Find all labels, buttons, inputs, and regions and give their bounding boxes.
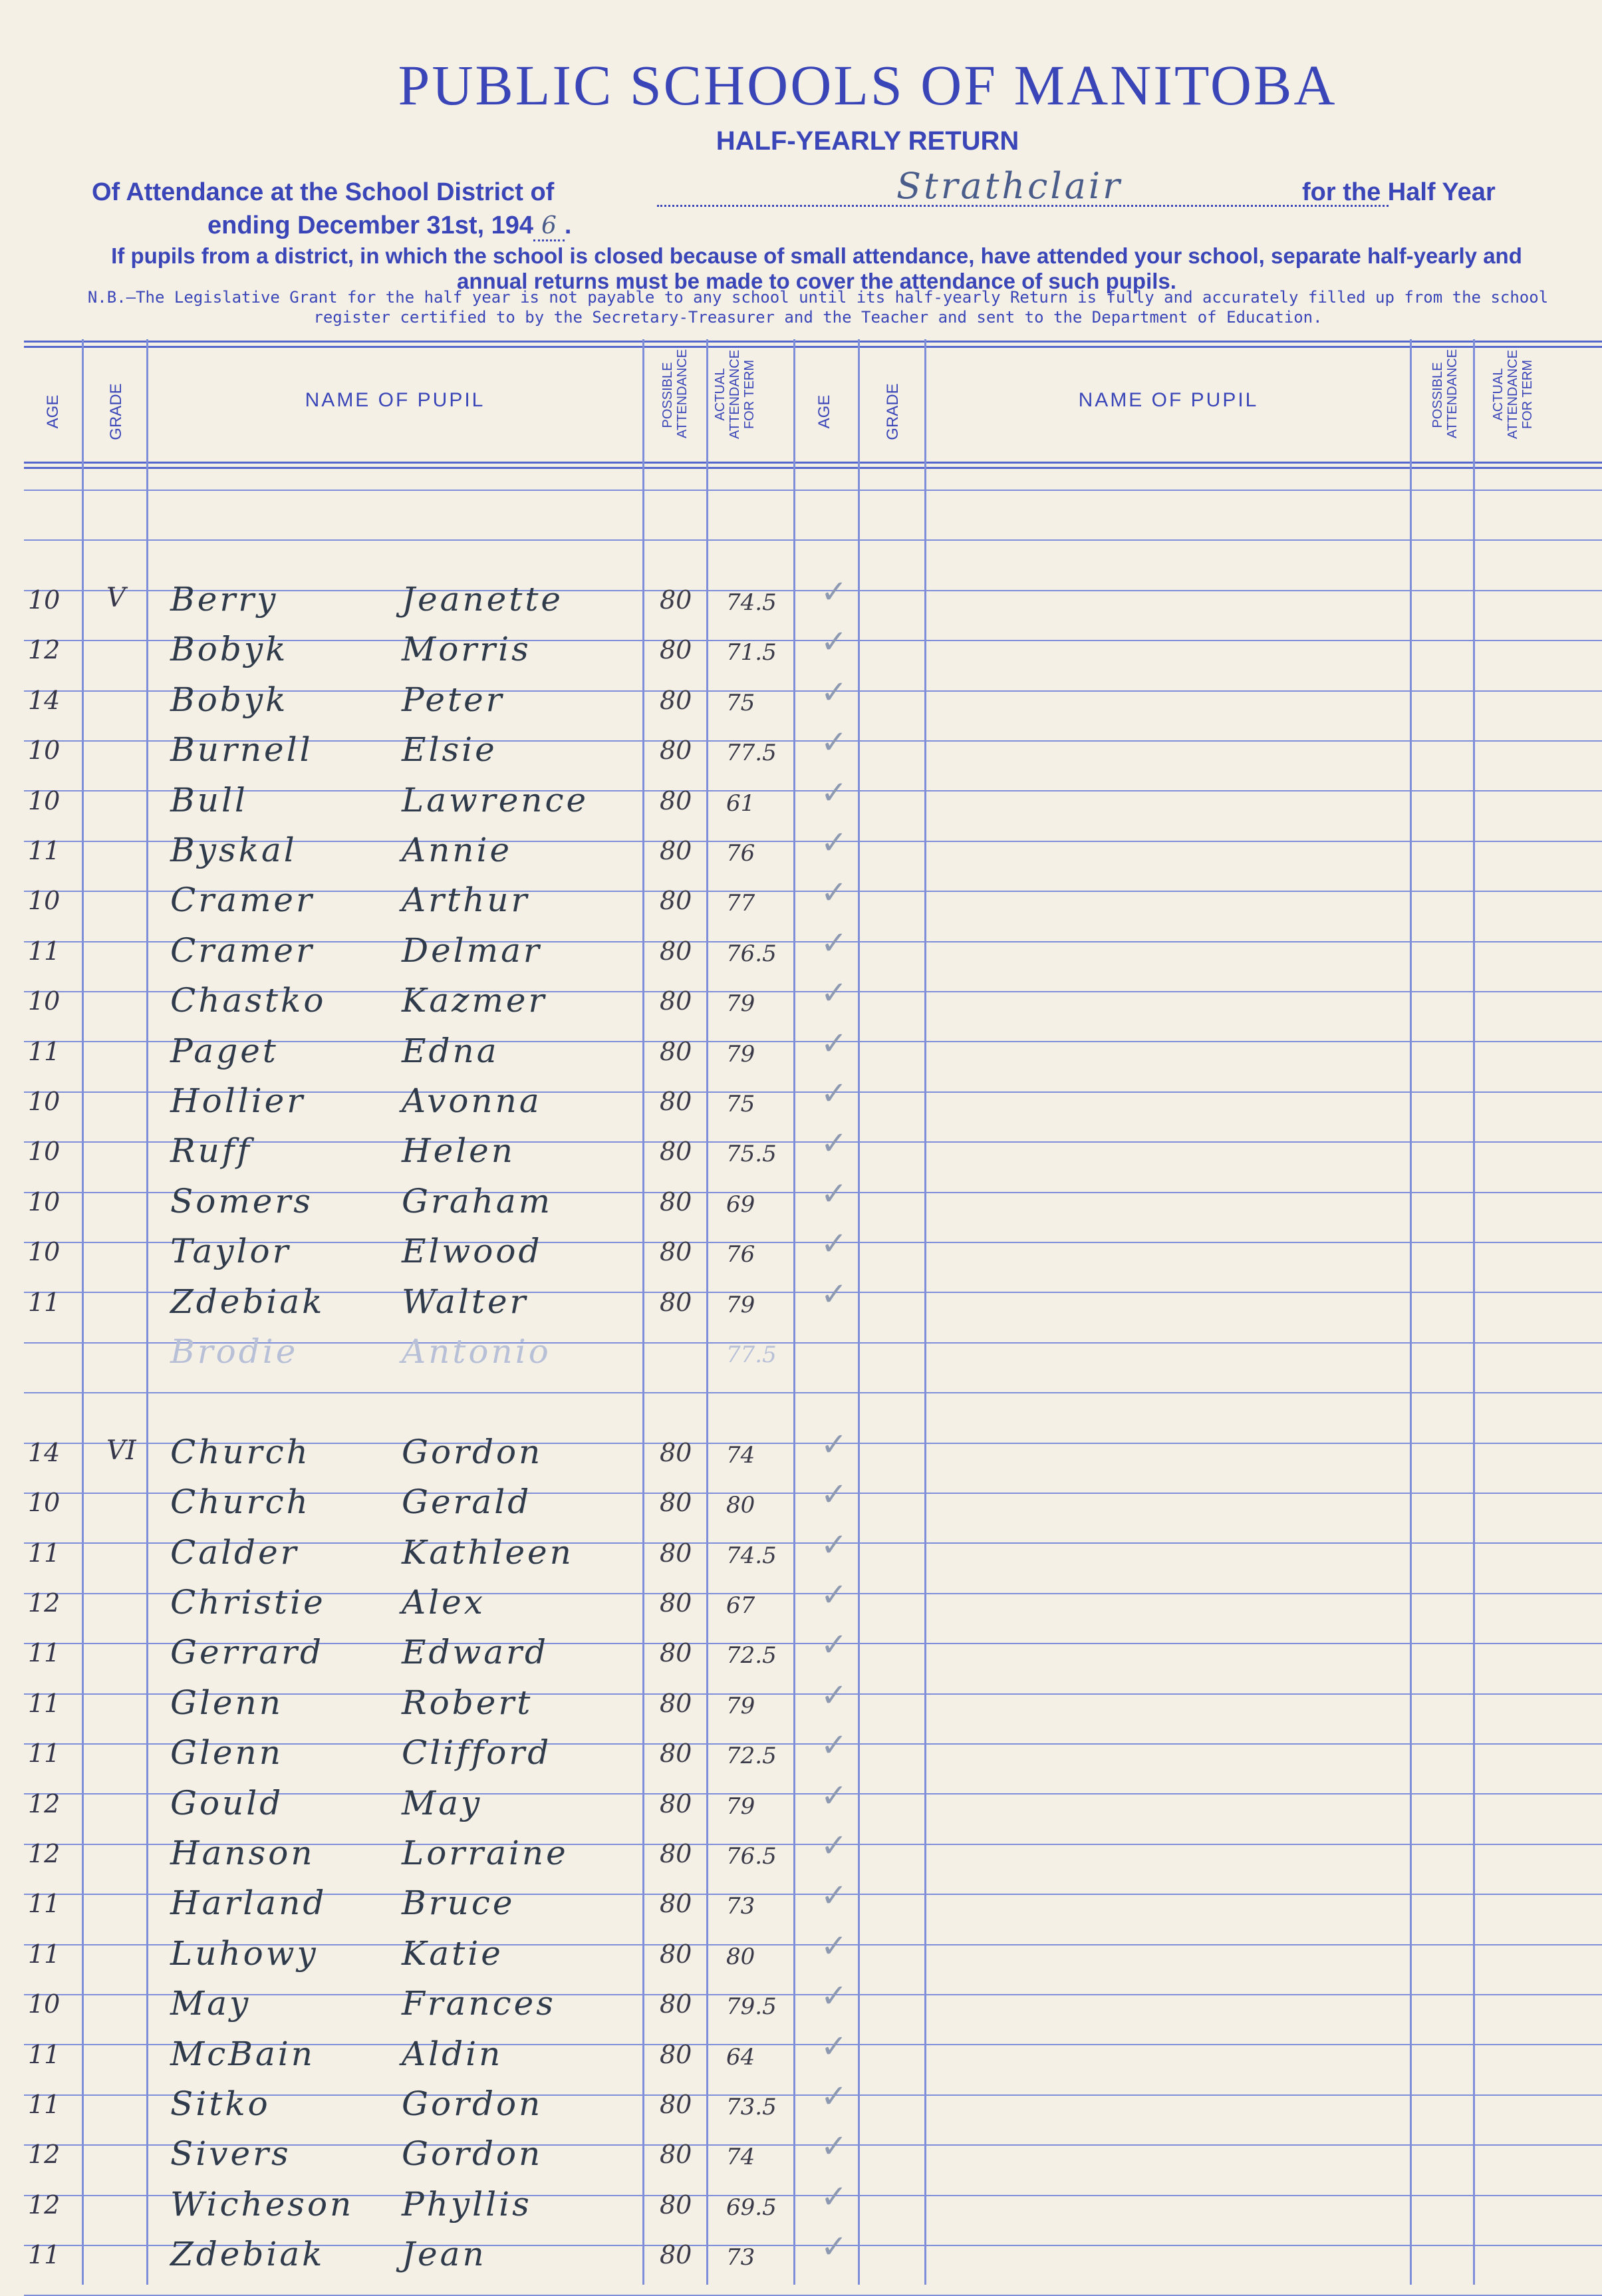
district-line-lead: Of Attendance at the School District of [92, 178, 555, 206]
pupil-given-name: Edward [402, 1633, 549, 1671]
pupil-actual-attendance: 76.5 [726, 940, 777, 967]
ending-line: ending December 31st, 194 6 . [207, 212, 571, 240]
pupil-age: 11 [28, 1689, 61, 1718]
check-mark: ✓ [821, 1526, 848, 1564]
check-mark: ✓ [821, 1476, 848, 1513]
pupil-surname: Zdebiak [170, 2235, 325, 2273]
row-rule [24, 490, 1602, 491]
pupil-given-name: Kazmer [402, 981, 547, 1020]
pupil-given-name: Robert [402, 1683, 533, 1722]
form-title: PUBLIC SCHOOLS OF MANITOBA [398, 53, 1337, 117]
pupil-given-name: Phyllis [402, 2185, 532, 2224]
check-mark: ✓ [821, 1426, 848, 1463]
check-mark: ✓ [821, 674, 848, 711]
column-rule [82, 339, 84, 2285]
ending-year-digit: 6 [533, 212, 565, 241]
pupil-surname: Gerrard [170, 1633, 325, 1671]
pupil-actual-attendance: 72.5 [726, 1743, 777, 1769]
check-mark: ✓ [821, 774, 848, 811]
check-mark: ✓ [821, 1025, 848, 1062]
pupil-actual-attendance: 69.5 [726, 2194, 777, 2221]
pupil-possible-attendance: 80 [660, 1087, 692, 1116]
pupil-possible-attendance: 80 [660, 1237, 692, 1266]
pupil-actual-attendance: 79 [726, 1793, 755, 1820]
pupil-age: 12 [28, 2140, 61, 2169]
pupil-given-name: Frances [402, 1984, 556, 2023]
pupil-given-name: Alex [402, 1583, 485, 1622]
column-rule [924, 339, 926, 2285]
pupil-given-name: Morris [402, 630, 531, 668]
header-bottom-rule [24, 462, 1602, 464]
pupil-possible-attendance: 80 [660, 986, 692, 1016]
pupil-actual-attendance: 76 [726, 1241, 755, 1268]
pupil-surname: Church [170, 1433, 311, 1471]
pupil-actual-attendance: 74 [726, 1442, 755, 1469]
row-rule [24, 790, 1602, 791]
pupil-given-name: Bruce [402, 1884, 515, 1922]
pupil-possible-attendance: 80 [660, 635, 692, 664]
col-age-header: AGE [44, 394, 62, 429]
pupil-actual-attendance: 77.5 [726, 740, 777, 766]
pupil-surname: Hollier [170, 1081, 306, 1120]
pupil-actual-attendance: 79 [726, 1292, 755, 1318]
pupil-grade: VI [106, 1435, 136, 1466]
check-mark: ✓ [821, 623, 848, 660]
pupil-age: 14 [28, 1438, 61, 1467]
pupil-age: 10 [28, 1087, 61, 1116]
pupil-surname: Bull [170, 781, 248, 819]
pupil-grade: V [106, 583, 126, 613]
pupil-possible-attendance: 80 [660, 1739, 692, 1768]
pupil-given-name: Annie [402, 831, 513, 869]
check-mark: ✓ [821, 2078, 848, 2115]
check-mark: ✓ [821, 1777, 848, 1814]
check-mark: ✓ [821, 1075, 848, 1112]
pupil-age: 11 [28, 936, 61, 966]
pupil-surname: May [170, 1984, 251, 2023]
pupil-actual-attendance: 72.5 [726, 1642, 777, 1669]
check-mark: ✓ [821, 1576, 848, 1614]
pupil-surname: Byskal [170, 831, 297, 869]
pupil-age: 11 [28, 1638, 61, 1667]
pupil-possible-attendance: 80 [660, 1689, 692, 1718]
col-possible-header: POSSIBLE ATTENDANCE [660, 349, 690, 438]
pupil-age: 14 [28, 686, 61, 715]
pupil-surname: Luhowy [170, 1934, 319, 1973]
pupil-surname: Taylor [170, 1232, 291, 1270]
pupil-age: 10 [28, 1237, 61, 1266]
col-age-header-right: AGE [815, 394, 833, 429]
pupil-age: 11 [28, 1037, 61, 1066]
col-actual-header: ACTUAL ATTENDANCE FOR TERM [713, 349, 757, 440]
pupil-possible-attendance: 80 [660, 1989, 692, 2019]
col-name-header-right: NAME OF PUPIL [1078, 389, 1259, 411]
pupil-given-name: Gerald [402, 1483, 532, 1521]
pupil-possible-attendance: 80 [660, 886, 692, 915]
pupil-age: 11 [28, 1739, 61, 1768]
district-line-tail: for the Half Year [1302, 178, 1496, 206]
pupil-possible-attendance: 80 [660, 786, 692, 815]
pupil-surname: Ruff [170, 1131, 252, 1170]
pupil-possible-attendance: 80 [660, 1288, 692, 1317]
check-mark: ✓ [821, 1977, 848, 2015]
check-mark: ✓ [821, 1175, 848, 1213]
pupil-possible-attendance: 80 [660, 686, 692, 715]
check-mark: ✓ [821, 1125, 848, 1162]
pupil-actual-attendance: 75.5 [726, 1141, 777, 1167]
pupil-actual-attendance: 67 [726, 1592, 755, 1619]
pupil-age: 12 [28, 1839, 61, 1868]
table-top-rule [24, 341, 1602, 343]
pupil-surname: Burnell [170, 730, 313, 769]
check-mark: ✓ [821, 824, 848, 861]
pupil-possible-attendance: 80 [660, 1939, 692, 1969]
col-possible-header-right: POSSIBLE ATTENDANCE [1430, 349, 1460, 438]
pupil-age: 11 [28, 836, 61, 865]
nb-text: N.B.—The Legislative Grant for the half year is not payable to any school until its half-yearly Return is fully and accurately filled up from the school register certified to by the Secretary-Treasurer and the Teacher and sent to the Department of Education. [87, 288, 1549, 327]
pupil-age: 10 [28, 1187, 61, 1217]
pupil-age: 12 [28, 1588, 61, 1618]
pupil-possible-attendance: 80 [660, 2040, 692, 2069]
check-mark: ✓ [821, 1626, 848, 1663]
pupil-age: 11 [28, 2240, 61, 2269]
pupil-surname: Chastko [170, 981, 327, 1020]
pupil-actual-attendance: 69 [726, 1191, 755, 1218]
pupil-surname: Gould [170, 1784, 284, 1822]
check-mark: ✓ [821, 874, 848, 911]
pupil-actual-attendance: 74.5 [726, 589, 777, 616]
pupil-possible-attendance: 80 [660, 1789, 692, 1818]
pupil-actual-attendance: 61 [726, 790, 755, 817]
pupil-surname: McBain [170, 2035, 315, 2073]
pupil-actual-attendance: 77.5 [726, 1342, 777, 1368]
pupil-surname: Sivers [170, 2134, 291, 2173]
col-name-header: NAME OF PUPIL [305, 389, 485, 411]
pupil-possible-attendance: 80 [660, 1839, 692, 1868]
pupil-given-name: Jeanette [402, 580, 564, 619]
pupil-actual-attendance: 75 [726, 690, 755, 716]
pupil-surname: Church [170, 1483, 311, 1521]
check-mark: ✓ [821, 1276, 848, 1313]
pupil-surname: Bobyk [170, 630, 289, 668]
pupil-surname: Brodie [170, 1332, 299, 1371]
pupil-possible-attendance: 80 [660, 1438, 692, 1467]
check-mark: ✓ [821, 925, 848, 962]
pupil-given-name: Aldin [402, 2035, 503, 2073]
pupil-surname: Wicheson [170, 2185, 354, 2224]
pupil-actual-attendance: 79.5 [726, 1993, 777, 2020]
ending-label: ending December 31st, 194 [207, 212, 533, 239]
pupil-age: 10 [28, 1137, 61, 1166]
pupil-actual-attendance: 71.5 [726, 639, 777, 666]
pupil-actual-attendance: 74.5 [726, 1542, 777, 1569]
pupil-possible-attendance: 80 [660, 1588, 692, 1618]
pupil-surname: Cramer [170, 881, 315, 919]
pupil-possible-attendance: 80 [660, 1037, 692, 1066]
pupil-age: 10 [28, 786, 61, 815]
pupil-given-name: Graham [402, 1182, 553, 1220]
row-rule [24, 539, 1602, 541]
pupil-surname: Paget [170, 1032, 279, 1070]
pupil-surname: Harland [170, 1884, 327, 1922]
pupil-possible-attendance: 80 [660, 1538, 692, 1568]
pupil-given-name: Jean [402, 2235, 487, 2273]
pupil-given-name: Edna [402, 1032, 499, 1070]
check-mark: ✓ [821, 724, 848, 761]
pupil-actual-attendance: 76 [726, 840, 755, 867]
pupil-actual-attendance: 74 [726, 2144, 755, 2170]
pupil-age: 12 [28, 1789, 61, 1818]
pupil-actual-attendance: 73 [726, 2244, 755, 2271]
pupil-possible-attendance: 80 [660, 1137, 692, 1166]
check-mark: ✓ [821, 1225, 848, 1262]
pupil-given-name: Katie [402, 1934, 503, 1973]
district-line [92, 165, 1548, 214]
check-mark: ✓ [821, 2128, 848, 2165]
pupil-given-name: Elsie [402, 730, 497, 769]
pupil-given-name: Kathleen [402, 1533, 574, 1572]
column-rule [1410, 339, 1412, 2285]
pupil-age: 10 [28, 1488, 61, 1517]
pupil-actual-attendance: 77 [726, 890, 755, 917]
col-grade-header: GRADE [107, 383, 125, 440]
col-actual-header-right: ACTUAL ATTENDANCE FOR TERM [1491, 349, 1535, 440]
header-bottom-rule-2 [24, 467, 1602, 469]
check-mark: ✓ [821, 573, 848, 611]
pupil-given-name: Elwood [402, 1232, 543, 1270]
pupil-actual-attendance: 73 [726, 1893, 755, 1920]
notice-text: If pupils from a district, in which the school is closed because of small attendance, have attended your school, separate half-yearly and annual returns must be made to cover the attendance of such pupils. [111, 243, 1522, 293]
pupil-age: 11 [28, 1538, 61, 1568]
column-rule [793, 339, 795, 2285]
check-mark: ✓ [821, 1727, 848, 1764]
pupil-age: 12 [28, 2190, 61, 2220]
pupil-possible-attendance: 80 [660, 2240, 692, 2269]
column-rule [642, 339, 644, 2285]
pupil-possible-attendance: 80 [660, 2090, 692, 2119]
pupil-given-name: Arthur [402, 881, 530, 919]
column-rule [146, 339, 148, 2285]
pupil-given-name: May [402, 1784, 483, 1822]
col-grade-header-right: GRADE [884, 383, 902, 440]
column-rule [706, 339, 708, 2285]
pupil-possible-attendance: 80 [660, 1638, 692, 1667]
pupil-surname: Cramer [170, 931, 315, 970]
district-name: Strathclair [896, 165, 1123, 207]
pupil-surname: Zdebiak [170, 1282, 325, 1321]
pupil-possible-attendance: 80 [660, 936, 692, 966]
row-rule [24, 1392, 1602, 1393]
column-rule [1473, 339, 1475, 2285]
pupil-possible-attendance: 80 [660, 1889, 692, 1918]
pupil-age: 10 [28, 986, 61, 1016]
pupil-surname: Glenn [170, 1683, 283, 1722]
pupil-surname: Bobyk [170, 680, 289, 719]
column-rule [858, 339, 860, 2285]
pupil-age: 11 [28, 1939, 61, 1969]
check-mark: ✓ [821, 1877, 848, 1914]
form-subtitle: HALF-YEARLY RETURN [716, 126, 1019, 156]
pupil-actual-attendance: 79 [726, 990, 755, 1017]
check-mark: ✓ [821, 2028, 848, 2065]
pupil-actual-attendance: 64 [726, 2044, 755, 2071]
pupil-actual-attendance: 76.5 [726, 1843, 777, 1870]
pupil-actual-attendance: 75 [726, 1091, 755, 1117]
pupil-surname: Christie [170, 1583, 326, 1622]
check-mark: ✓ [821, 974, 848, 1012]
pupil-surname: Calder [170, 1533, 299, 1572]
row-rule [24, 1141, 1602, 1143]
pupil-age: 12 [28, 635, 61, 664]
pupil-surname: Somers [170, 1182, 313, 1220]
pupil-age: 11 [28, 2040, 61, 2069]
pupil-possible-attendance: 80 [660, 2190, 692, 2220]
pupil-surname: Sitko [170, 2084, 271, 2123]
pupil-given-name: Gordon [402, 2084, 543, 2123]
pupil-given-name: Gordon [402, 1433, 543, 1471]
check-mark: ✓ [821, 1928, 848, 1965]
pupil-actual-attendance: 80 [726, 1943, 755, 1970]
pupil-given-name: Lorraine [402, 1834, 569, 1872]
pupil-possible-attendance: 80 [660, 736, 692, 765]
pupil-given-name: Antonio [402, 1332, 551, 1371]
check-mark: ✓ [821, 2178, 848, 2216]
check-mark: ✓ [821, 1677, 848, 1714]
pupil-surname: Glenn [170, 1733, 283, 1772]
pupil-age: 10 [28, 1989, 61, 2019]
pupil-actual-attendance: 79 [726, 1041, 755, 1068]
pupil-age: 11 [28, 2090, 61, 2119]
pupil-possible-attendance: 80 [660, 1488, 692, 1517]
pupil-age: 10 [28, 585, 61, 615]
pupil-given-name: Gordon [402, 2134, 543, 2173]
pupil-possible-attendance: 80 [660, 1187, 692, 1217]
pupil-given-name: Clifford [402, 1733, 552, 1772]
pupil-possible-attendance: 80 [660, 585, 692, 615]
check-mark: ✓ [821, 2228, 848, 2265]
row-rule [24, 1994, 1602, 1995]
pupil-actual-attendance: 79 [726, 1693, 755, 1719]
pupil-actual-attendance: 80 [726, 1492, 755, 1518]
pupil-age: 11 [28, 1889, 61, 1918]
pupil-given-name: Walter [402, 1282, 529, 1321]
pupil-given-name: Delmar [402, 931, 542, 970]
pupil-surname: Berry [170, 580, 279, 619]
pupil-age: 10 [28, 886, 61, 915]
check-mark: ✓ [821, 1827, 848, 1864]
pupil-possible-attendance: 80 [660, 2140, 692, 2169]
pupil-actual-attendance: 73.5 [726, 2094, 777, 2120]
pupil-age: 11 [28, 1288, 61, 1317]
pupil-surname: Hanson [170, 1834, 315, 1872]
table-top-rule-2 [24, 346, 1602, 348]
pupil-given-name: Lawrence [402, 781, 589, 819]
pupil-given-name: Peter [402, 680, 505, 719]
pupil-possible-attendance: 80 [660, 836, 692, 865]
pupil-given-name: Helen [402, 1131, 515, 1170]
pupil-age: 10 [28, 736, 61, 765]
pupil-given-name: Avonna [402, 1081, 542, 1120]
